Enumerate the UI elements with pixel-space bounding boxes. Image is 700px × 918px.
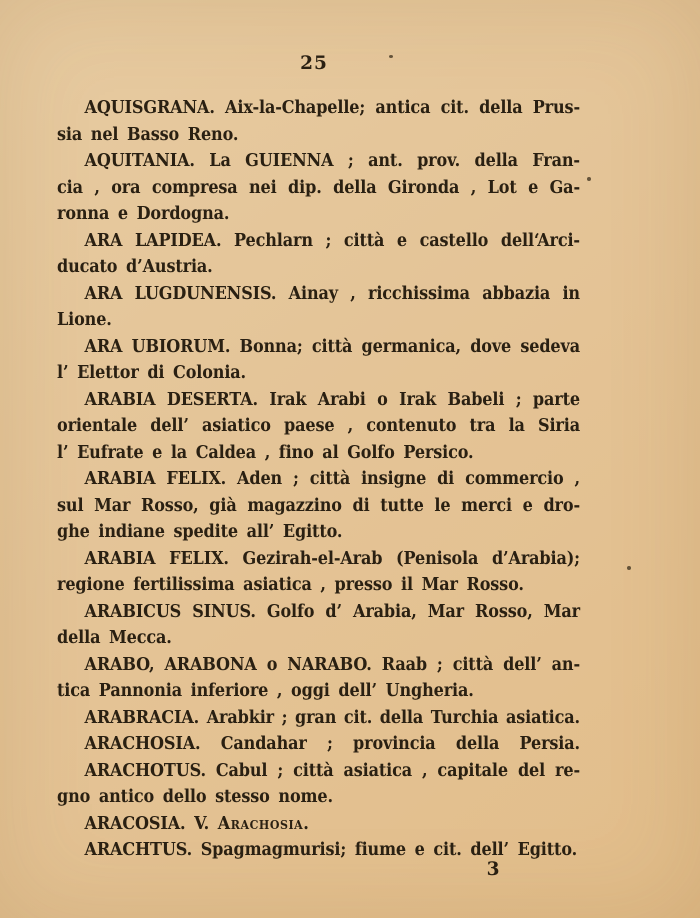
text-line: ARACHOTUS. Cabul ; città asiatica , capitale del re-	[84, 760, 580, 781]
text-line: gno antico dello stesso nome.	[57, 787, 333, 807]
text-line: ARABO, ARABONA o NARABO. Raab ; città dell’ an-	[84, 654, 580, 675]
ink-speck	[627, 566, 631, 570]
text-line: ARABRACIA. Arabkir ; gran cit. della Turchia asiatica.	[84, 707, 580, 728]
text-line: ARABIA DESERTA. Irak Arabi o Irak Babeli ; parte	[84, 389, 580, 410]
ink-speck	[587, 177, 591, 181]
text-line: ARABIA FELIX. Aden ; città insigne di commercio ,	[84, 469, 580, 489]
dictionary-entry	[57, 758, 627, 811]
text-line: ARA LAPIDEA. Pechlarn ; città e castello dell‘Arci-	[84, 230, 580, 251]
text-line: regione fertilissima asiatica , presso il Mar Rosso.	[57, 575, 524, 595]
dictionary-entry	[57, 228, 627, 281]
dictionary-entry	[57, 281, 627, 334]
text-line: AQUISGRANA. Aix-la-Chapelle; antica cit. della Prus-	[84, 98, 580, 118]
dictionary-entry	[57, 599, 627, 652]
dictionary-entry	[57, 148, 627, 228]
dictionary-entry	[57, 95, 627, 148]
dictionary-entry	[57, 466, 627, 546]
ink-speck	[389, 55, 393, 58]
text-line: ducato d’Austria.	[57, 257, 213, 277]
cross-reference: Arachosia.	[217, 813, 310, 834]
text-line: cia , ora compresa nei dip. della Gironda , Lot e Ga-	[57, 177, 580, 198]
text-line: ARABICUS SINUS. Golfo d’ Arabia, Mar Rosso, Mar	[84, 601, 580, 622]
text-line: Lione.	[57, 310, 112, 330]
text-line: ARABIA FELIX. Gezirah-el-Arab (Penisola d’Arabia);	[84, 548, 580, 569]
text-line: tica Pannonia inferiore , oggi dell’ Ungheria.	[57, 681, 474, 701]
dictionary-entry	[57, 387, 627, 467]
page-number: 25	[300, 53, 328, 74]
text-line: sia nel Basso Reno.	[57, 124, 239, 145]
dictionary-entry	[57, 705, 627, 732]
signature-mark: 3	[486, 859, 500, 880]
text-line	[57, 811, 580, 838]
text-line: della Mecca.	[57, 628, 172, 648]
text-line: l’ Eufrate e la Caldea , fino al Golfo Persico.	[57, 442, 474, 463]
dictionary-entry	[57, 546, 627, 599]
text-line: sul Mar Rosso, già magazzino di tutte le merci e dro-	[57, 495, 580, 516]
text-line: ronna e Dordogna.	[57, 204, 230, 224]
text-block	[57, 95, 627, 864]
dictionary-entry	[57, 811, 627, 838]
entry-text: ARACOSIA. V.	[84, 813, 218, 834]
dictionary-entry	[57, 334, 627, 387]
text-line: ARA LUGDUNENSIS. Ainay , ricchissima abbazia in	[84, 283, 580, 304]
text-line: l’ Elettor di Colonia.	[57, 363, 247, 383]
text-line: ARACHTUS. Spagmagmurisi; fiume e cit. dell’ Egitto.	[84, 840, 578, 860]
text-line: AQUITANIA. La GUIENNA ; ant. prov. della Fran-	[84, 151, 580, 171]
text-line: ghe indiane spedite all’ Egitto.	[57, 522, 343, 542]
dictionary-entry	[57, 837, 627, 864]
text-line: orientale dell’ asiatico paese , contenuto tra la Siria	[57, 416, 580, 436]
dictionary-entry	[57, 731, 627, 758]
text-line: ARA UBIORUM. Bonna; città germanica, dove sedeva	[84, 336, 580, 357]
dictionary-entry	[57, 652, 627, 705]
text-line: ARACHOSIA. Candahar ; provincia della Persia.	[84, 734, 580, 754]
